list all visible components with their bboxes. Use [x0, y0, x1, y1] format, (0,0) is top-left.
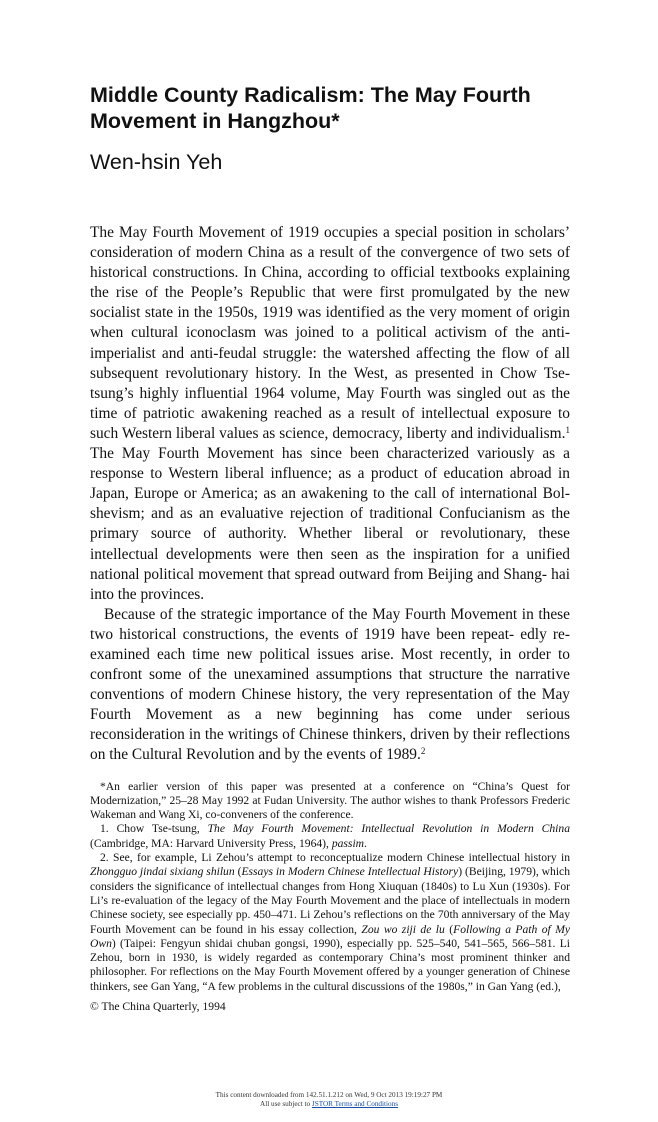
footnote-title: passim: [331, 836, 365, 850]
footnote-title: Following a Path of My Own: [90, 922, 571, 950]
footnote-title: Zhongguo jindai sixiang shilun: [90, 865, 235, 879]
body-paragraph: [90, 605, 570, 766]
footnote-title: Essays in Modern Chinese Intellectual History: [241, 865, 459, 879]
article-page: [90, 82, 570, 1014]
footnote-1: [90, 822, 570, 851]
body-paragraph: [90, 223, 570, 605]
footnote-text: ) (Taipei: Fengyun shidai chuban gongsi, 1990), especially pp. 525–540, 541–565, 566–581. Li Zehou, born in 1930, is widely regarded as contemporary China’s most prominent thinker and philosopher. For reflections on the May Fourth Movement offered by a younger generation of Chinese thinkers, see Gan Yang, “A few problems in the cultural discussions of the 1980s,” in Gan Yang (ed.),: [90, 936, 570, 993]
terms-line: [0, 1100, 658, 1109]
article-author: Wen-hsin Yeh: [90, 150, 223, 174]
footnote-ref: 1: [565, 424, 570, 435]
download-info: This content downloaded from 142.51.1.212 on Wed, 9 Oct 2013 19:19:27 PM: [215, 1091, 443, 1099]
footnote-ref: 2: [420, 746, 426, 757]
copyright-notice: © The China Quarterly, 1994: [90, 999, 226, 1013]
paragraph-text: Because of the strategic importance of the May Fourth Movement in these two historical constructions, the events of 1919 have been repeat- edly re-examined each time new political issues arise. Most recently, in order to confront some of the unexamined assumptions that structure the narrative conventions of modern Chinese history, the very representation of the May Fourth Movement as a new beginning has come under serious reconsideration in the writings of Chinese thinkers, driven by their reflections on the Cultural Revolution and by the events of 1989.: [90, 605, 570, 764]
footnote-text: 2. See, for example, Li Zehou’s attempt to reconceptualize modern Chinese intellectual history in: [100, 851, 570, 865]
paragraph-text: The May Fourth Movement of 1919 occupies a special position in scholars’ consideration of modern China as a result of the convergence of two sets of historical constructions. In China, according to official textbooks explaining the rise of the People’s Republic that were first promulgated by the new socialist state in the 1950s, 1919 was identified as the very moment of origin when cultural iconoclasm was joined to a political activism of the anti-imperialist and anti-feudal struggle: the watershed affecting the flow of all subsequent revolutionary history. In the West, as presented in Chow Tse-tsung’s highly influential 1964 volume, May Fourth was singled out as the time of patriotic awakening reached as a result of intellectual exposure to such Western liberal values as science, democracy, liberty and individualism.: [90, 224, 570, 442]
footnote-title: Zou wo ziji de lu: [361, 922, 445, 936]
jstor-terms-link[interactable]: JSTOR Terms and Conditions: [311, 1100, 398, 1108]
footnote-text: (: [444, 922, 454, 936]
download-footer: [0, 1091, 658, 1109]
footnote-text: (: [234, 865, 242, 879]
footnote-2: [90, 851, 570, 994]
footnotes: [90, 780, 570, 994]
footnote-star: *An earlier version of this paper was presented at a conference on “China’s Quest for Modernization,” 25–28 May 1992 at Fudan University. The author wishes to thank Professors Frederic Wakeman and Wang Xi, co-conveners of the conference.: [90, 779, 570, 822]
article-body: [90, 223, 570, 766]
footnote-text: (Cambridge, MA: Harvard University Press, 1964),: [90, 836, 332, 850]
footnote-text: 1. Chow Tse-tsung,: [100, 822, 208, 836]
footnote-text: ) (Beijing, 1979), which considers the significance of intellectual changes from Hong Xiuquan (1840s) to Lu Xun (1930s). For Li’s re-evaluation of the legacy of the May Fourth Movement and the place of intellectuals in modern Chinese society, see especially pp. 450–471. Li Zehou’s reflections on the 70th anniversary of the May Fourth Movement can be found in his essay collection,: [90, 865, 570, 936]
terms-prefix: All use subject to: [260, 1100, 312, 1108]
article-title: Middle County Radicalism: The May Fourth Movement in Hangzhou*: [90, 83, 531, 133]
paragraph-text: The May Fourth Movement has since been characterized variously as a response to Western liberal influence; as a product of education abroad in Japan, Europe or America; as an awakening to the call of international Bol- shevism; and as an evaluative rejection of traditional Confucianism as the primary source of authority. Whether liberal or revolutionary, these intellectual developments were then seen as the inspiration for a unified national political movement that spread outward from Beijing and Shang- hai into the provinces.: [90, 445, 570, 603]
footnote-text: .: [364, 836, 367, 850]
footnote-title: The May Fourth Movement: Intellectual Revolution in Modern China: [207, 822, 570, 836]
